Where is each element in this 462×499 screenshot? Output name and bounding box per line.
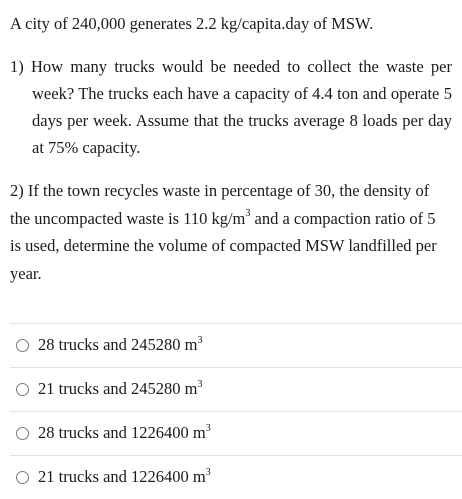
answer-option-label xyxy=(38,466,211,488)
option-text: 28 trucks and 245280 m xyxy=(38,335,198,354)
option-text: 28 trucks and 1226400 m xyxy=(38,423,206,442)
part-2-text-b: and a compaction ratio of 5 is used, determine the volume of compacted MSW landfilled per year. xyxy=(10,208,437,283)
answer-option-4[interactable] xyxy=(10,455,462,499)
answer-option-label xyxy=(38,422,211,444)
part-2-superscript: 3 xyxy=(245,208,251,219)
option-superscript: 3 xyxy=(197,378,203,390)
option-superscript: 3 xyxy=(205,466,211,478)
radio-button-icon[interactable] xyxy=(16,471,29,484)
question-part-1: 1) How many trucks would be needed to collect the waste per week? The trucks each have a capacity of 4.4 ton and operate 5 days per week. Assume that the trucks average 8 loads per day at 75% capacity. xyxy=(10,57,452,157)
option-text: 21 trucks and 1226400 m xyxy=(38,467,206,486)
radio-button-icon[interactable] xyxy=(16,427,29,440)
question-part-2 xyxy=(10,177,440,287)
answer-option-3[interactable] xyxy=(10,411,462,455)
radio-button-icon[interactable] xyxy=(16,339,29,352)
radio-button-icon[interactable] xyxy=(16,383,29,396)
answer-option-1[interactable] xyxy=(10,323,462,367)
answer-option-label xyxy=(38,378,202,400)
option-superscript: 3 xyxy=(205,422,211,434)
answer-options xyxy=(10,323,462,499)
option-superscript: 3 xyxy=(197,334,203,346)
answer-option-2[interactable] xyxy=(10,367,462,411)
option-text: 21 trucks and 245280 m xyxy=(38,379,198,398)
part-2-text-a: 2) If the town recycles waste in percentage of 30, the density of the uncompacted waste is 110 kg/m xyxy=(10,181,430,228)
answer-option-label xyxy=(38,334,202,356)
question-intro: A city of 240,000 generates 2.2 kg/capita.day of MSW. xyxy=(10,14,374,33)
